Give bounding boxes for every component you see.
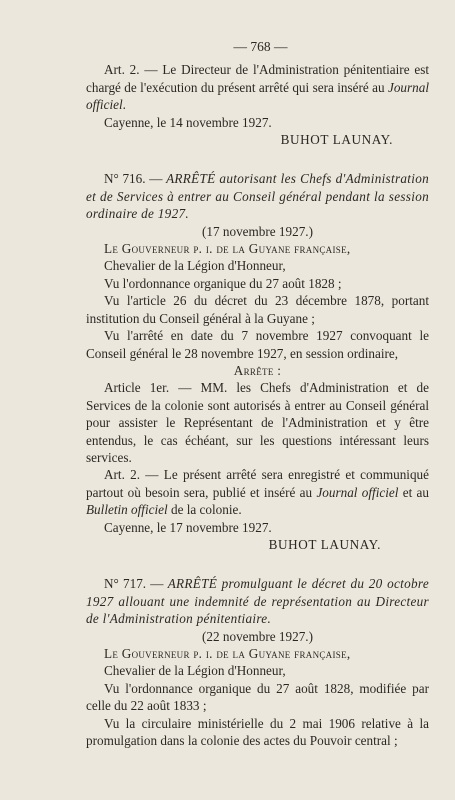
bulletin-officiel-ref: Bulletin officiel <box>86 502 168 518</box>
signature: BUHOT LAUNAY. <box>280 132 393 148</box>
article-1-paragraph: Article 1er. — MM. les Chefs d'Administration et de Services de la colonie sont autorisés à entrer au Conseil général pour assister le Représentant de l'Administration et y être entendus, le cas échéant, sur les questions intéressant leurs services. <box>86 380 429 465</box>
decree-717 <box>86 575 429 749</box>
article-2-text: Art. 2. — Le Directeur de l'Administration pénitentiaire est chargé de l'exécution du présent arrêté qui sera inséré au <box>86 62 429 95</box>
article-2-paragraph <box>86 466 429 518</box>
article-2-text: et au <box>398 484 429 500</box>
place-date: Cayenne, le 14 novembre 1927. <box>104 114 272 130</box>
spacer <box>86 148 429 170</box>
decree-title: ARRÊTÉ autorisant les Chefs d'Administration et de Services à entrer au Conseil général pendant la session ordinaire de 1927. <box>86 171 429 222</box>
governor-line <box>86 240 429 257</box>
decree-date: (22 novembre 1927.) <box>202 628 313 644</box>
article-2-text: Art. 2. — Le présent arrêté sera enregistré et communiqué partout où besoin sera, publié et inséré au <box>86 467 429 500</box>
decree-number: N° 716. — <box>104 171 167 187</box>
decree-title: ARRÊTÉ promulguant le décret du 20 octobre 1927 allouant une indemnité de représentation au Directeur de l'Administration pénitentiaire. <box>86 576 429 627</box>
page-number: — 768 — <box>233 39 288 54</box>
article-2-text: de la colonie. <box>167 502 242 518</box>
governor-text: Le Gouverneur p. i. de la Guyane française, <box>104 241 351 257</box>
arrete-heading: Arrête : <box>233 362 282 378</box>
chevalier-line: Chevalier de la Légion d'Honneur, <box>104 258 286 274</box>
vu-paragraph: Vu l'ordonnance organique du 27 août 1828 ; <box>104 275 342 291</box>
governor-text: Le Gouverneur p. i. de la Guyane française, <box>104 646 351 661</box>
decree-heading <box>86 575 429 627</box>
decree-716 <box>86 170 429 553</box>
journal-officiel-ref: Journal officiel <box>86 79 429 113</box>
vu-paragraph: Vu la circulaire ministérielle du 2 mai 1906 relative à la promulgation dans la colonie des actes du Pouvoir central ; <box>86 715 429 749</box>
vu-paragraph: Vu l'arrêté en date du 7 novembre 1927 convoquant le Conseil général le 28 novembre 1927, en session ordinaire, <box>86 328 429 361</box>
decree-number: N° 717. — <box>104 576 168 592</box>
article-2-end: . <box>122 97 126 113</box>
decree-heading <box>86 170 429 222</box>
article-2-paragraph <box>86 61 429 113</box>
decree-date: (17 novembre 1927.) <box>202 223 313 239</box>
chevalier-line: Chevalier de la Légion d'Honneur, <box>104 663 286 679</box>
vu-paragraph: Vu l'article 26 du décret du 23 décembre 1878, portant institution du Conseil général à la Guyane ; <box>86 293 429 326</box>
vu-paragraph: Vu l'ordonnance organique du 27 août 1828, modifiée par celle du 22 août 1833 ; <box>86 680 429 714</box>
signature: BUHOT LAUNAY. <box>268 536 381 552</box>
journal-officiel-ref: Journal officiel <box>316 484 399 500</box>
article-2-section <box>86 61 429 148</box>
place-date: Cayenne, le 17 novembre 1927. <box>104 519 272 535</box>
governor-line <box>86 645 429 662</box>
spacer <box>86 553 429 575</box>
